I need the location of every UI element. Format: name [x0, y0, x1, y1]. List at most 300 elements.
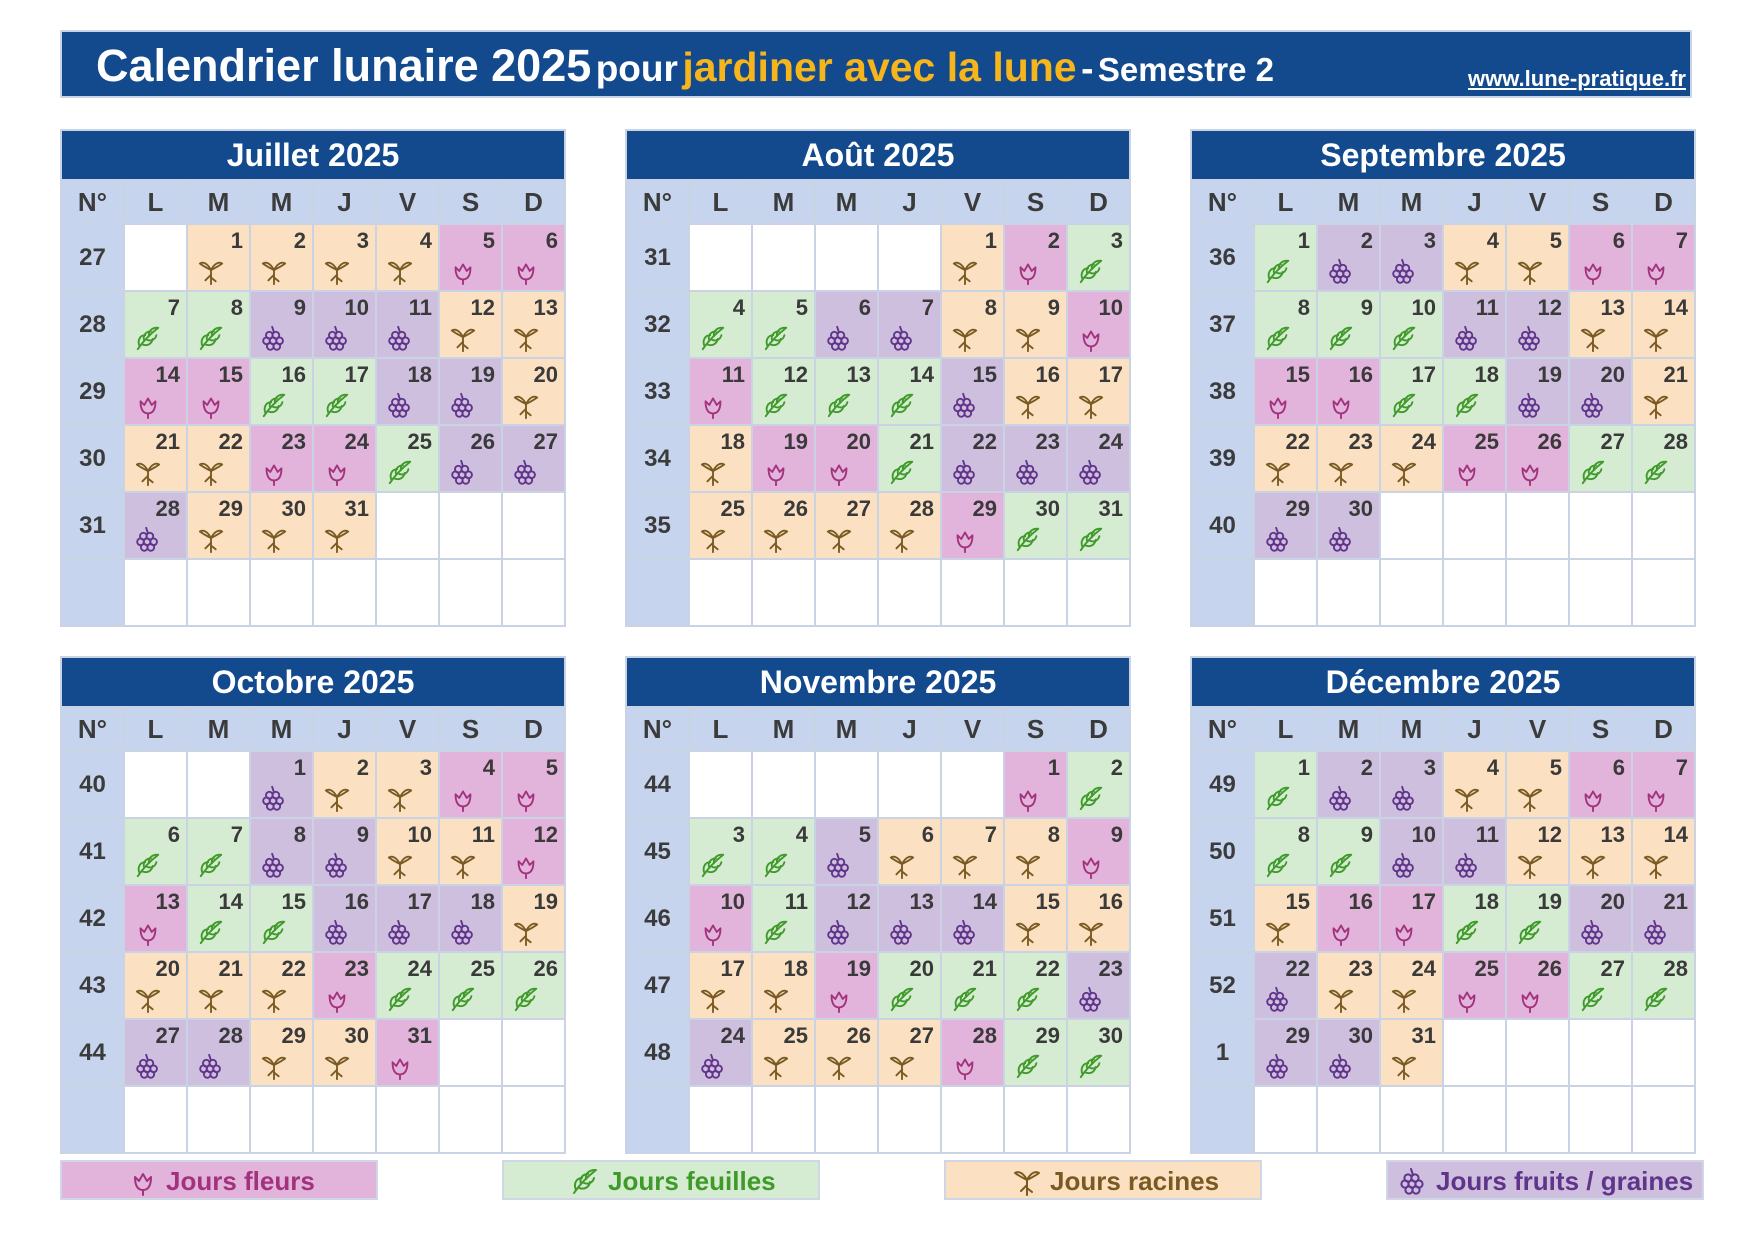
- empty-day-cell: [1633, 493, 1694, 558]
- day-number: 28: [909, 496, 934, 521]
- weekday-header: M: [1381, 708, 1442, 750]
- week-number: 34: [627, 426, 688, 491]
- day-number: 16: [1348, 889, 1373, 914]
- day-cell: [1068, 819, 1129, 884]
- day-number: 29: [972, 496, 997, 521]
- day-number: 4: [1486, 755, 1499, 780]
- week-number-header: N°: [1192, 181, 1253, 223]
- day-number: 20: [1600, 362, 1625, 387]
- month-calendar: [60, 656, 566, 1154]
- day-number: 13: [533, 295, 558, 320]
- day-cell: [503, 752, 564, 817]
- day-cell: [1633, 819, 1694, 884]
- root-icon: [1452, 257, 1482, 285]
- empty-day-cell: [690, 752, 751, 817]
- day-number: 27: [909, 1023, 934, 1048]
- root-icon: [385, 784, 415, 812]
- day-cell: [503, 953, 564, 1018]
- weekday-header: M: [1318, 708, 1379, 750]
- day-number: 25: [1474, 429, 1499, 454]
- day-cell: [1318, 426, 1379, 491]
- weekday-header: L: [125, 181, 186, 223]
- empty-day-cell: [1255, 1087, 1316, 1152]
- day-number: 28: [972, 1023, 997, 1048]
- day-number: 16: [281, 362, 306, 387]
- day-cell: [1444, 359, 1505, 424]
- day-number: 12: [846, 889, 871, 914]
- month-title: Octobre 2025: [62, 658, 564, 706]
- week-number: [62, 1087, 123, 1152]
- weekday-header: D: [1068, 181, 1129, 223]
- weekday-header: L: [1255, 708, 1316, 750]
- month-grid: [627, 708, 1129, 1152]
- day-cell: [879, 359, 940, 424]
- day-number: 23: [1098, 956, 1123, 981]
- root-icon: [824, 1052, 854, 1080]
- day-cell: [1068, 292, 1129, 357]
- day-number: 19: [470, 362, 495, 387]
- day-number: 7: [1675, 755, 1688, 780]
- fruit-icon: [1263, 525, 1293, 553]
- fruit-icon: [1515, 324, 1545, 352]
- weekday-header: M: [251, 708, 312, 750]
- leaf-icon: [385, 458, 415, 486]
- flower-icon: [448, 784, 478, 812]
- day-number: 20: [846, 429, 871, 454]
- root-icon: [448, 851, 478, 879]
- leaf-icon: [1076, 1052, 1106, 1080]
- weekday-header: M: [188, 708, 249, 750]
- day-number: 6: [1612, 755, 1625, 780]
- week-number: 44: [62, 1020, 123, 1085]
- flower-icon: [1076, 324, 1106, 352]
- day-number: 20: [909, 956, 934, 981]
- day-number: 8: [1297, 822, 1310, 847]
- empty-day-cell: [440, 1020, 501, 1085]
- day-cell: [816, 292, 877, 357]
- leaf-icon: [887, 458, 917, 486]
- week-number: 42: [62, 886, 123, 951]
- root-icon: [1326, 458, 1356, 486]
- fruit-icon: [1389, 784, 1419, 812]
- leaf-icon: [1263, 851, 1293, 879]
- day-cell: [503, 225, 564, 290]
- root-icon: [322, 1052, 352, 1080]
- root-icon: [1013, 918, 1043, 946]
- day-cell: [1570, 819, 1631, 884]
- weekday-header: V: [377, 181, 438, 223]
- day-cell: [1318, 359, 1379, 424]
- day-number: 27: [533, 429, 558, 454]
- weekday-header: S: [440, 181, 501, 223]
- flower-icon: [196, 391, 226, 419]
- flower-icon: [133, 391, 163, 419]
- day-number: 18: [1474, 362, 1499, 387]
- day-number: 24: [1411, 429, 1436, 454]
- root-icon: [1326, 985, 1356, 1013]
- day-cell: [188, 493, 249, 558]
- day-cell: [1633, 292, 1694, 357]
- flower-icon: [448, 257, 478, 285]
- flower-icon: [950, 1052, 980, 1080]
- day-number: 15: [281, 889, 306, 914]
- day-cell: [1570, 886, 1631, 951]
- leaf-icon: [196, 851, 226, 879]
- day-number: 14: [1663, 822, 1688, 847]
- day-cell: [440, 225, 501, 290]
- day-number: 20: [533, 362, 558, 387]
- day-number: 2: [293, 228, 306, 253]
- fruit-icon: [950, 391, 980, 419]
- day-cell: [314, 819, 375, 884]
- day-cell: [690, 292, 751, 357]
- day-number: 21: [972, 956, 997, 981]
- day-cell: [1318, 292, 1379, 357]
- day-number: 13: [1600, 822, 1625, 847]
- day-cell: [1255, 1020, 1316, 1085]
- day-number: 1: [230, 228, 243, 253]
- day-cell: [251, 886, 312, 951]
- fruit-icon: [322, 324, 352, 352]
- root-icon: [698, 985, 728, 1013]
- day-number: 3: [1423, 755, 1436, 780]
- day-number: 31: [1098, 496, 1123, 521]
- flower-icon: [1452, 985, 1482, 1013]
- day-number: 9: [1360, 822, 1373, 847]
- weekday-header: D: [1633, 708, 1694, 750]
- day-cell: [1005, 1020, 1066, 1085]
- page-title: [96, 40, 1274, 92]
- day-number: 6: [1612, 228, 1625, 253]
- flower-icon: [385, 1052, 415, 1080]
- legend-label: Jours racines: [1050, 1166, 1220, 1196]
- empty-day-cell: [1570, 560, 1631, 625]
- day-cell: [1005, 752, 1066, 817]
- day-cell: [1507, 359, 1568, 424]
- day-cell: [503, 886, 564, 951]
- day-cell: [1005, 953, 1066, 1018]
- day-number: 30: [344, 1023, 369, 1048]
- day-number: 23: [1348, 956, 1373, 981]
- day-cell: [1633, 752, 1694, 817]
- empty-day-cell: [125, 1087, 186, 1152]
- day-number: 21: [155, 429, 180, 454]
- leaf-icon: [570, 1166, 600, 1196]
- day-number: 17: [720, 956, 745, 981]
- week-number: 29: [62, 359, 123, 424]
- weekday-header: M: [1381, 181, 1442, 223]
- week-number: 44: [627, 752, 688, 817]
- day-cell: [690, 819, 751, 884]
- root-icon: [196, 458, 226, 486]
- root-icon: [887, 525, 917, 553]
- day-cell: [440, 426, 501, 491]
- month-calendar: [625, 129, 1131, 627]
- day-cell: [753, 359, 814, 424]
- weekday-header: S: [1005, 708, 1066, 750]
- month-calendar: [60, 129, 566, 627]
- day-cell: [1068, 225, 1129, 290]
- day-number: 1: [984, 228, 997, 253]
- day-number: 2: [1360, 755, 1373, 780]
- day-number: 29: [1285, 496, 1310, 521]
- day-cell: [125, 886, 186, 951]
- day-cell: [1318, 493, 1379, 558]
- day-number: 18: [470, 889, 495, 914]
- weekday-header: S: [1570, 181, 1631, 223]
- day-cell: [1005, 886, 1066, 951]
- empty-day-cell: [816, 752, 877, 817]
- day-cell: [1068, 426, 1129, 491]
- root-icon: [196, 985, 226, 1013]
- root-icon: [1389, 985, 1419, 1013]
- empty-day-cell: [1005, 1087, 1066, 1152]
- fruit-icon: [950, 458, 980, 486]
- week-number: 50: [1192, 819, 1253, 884]
- week-number: [1192, 560, 1253, 625]
- fruit-icon: [385, 391, 415, 419]
- day-cell: [1507, 819, 1568, 884]
- fruit-icon: [133, 525, 163, 553]
- fruit-icon: [824, 918, 854, 946]
- day-number: 13: [909, 889, 934, 914]
- day-number: 11: [721, 362, 745, 387]
- day-cell: [942, 493, 1003, 558]
- day-cell: [690, 426, 751, 491]
- empty-day-cell: [1381, 1087, 1442, 1152]
- fruit-icon: [1326, 1052, 1356, 1080]
- leaf-icon: [1578, 985, 1608, 1013]
- day-cell: [1444, 225, 1505, 290]
- flower-icon: [1515, 458, 1545, 486]
- fruit-icon: [1326, 784, 1356, 812]
- flower-icon: [824, 985, 854, 1013]
- day-number: 20: [155, 956, 180, 981]
- day-cell: [1444, 292, 1505, 357]
- flower-icon: [1578, 784, 1608, 812]
- flower-icon: [1578, 257, 1608, 285]
- weekday-header: L: [125, 708, 186, 750]
- day-cell: [1318, 953, 1379, 1018]
- title-main: Calendrier lunaire 2025: [96, 40, 592, 91]
- day-number: 6: [545, 228, 558, 253]
- day-number: 28: [1663, 429, 1688, 454]
- flower-icon: [1263, 391, 1293, 419]
- day-cell: [1570, 426, 1631, 491]
- flower-icon: [698, 918, 728, 946]
- day-cell: [753, 292, 814, 357]
- day-number: 6: [858, 295, 871, 320]
- empty-day-cell: [879, 752, 940, 817]
- root-icon: [698, 458, 728, 486]
- day-number: 12: [470, 295, 495, 320]
- day-cell: [1381, 886, 1442, 951]
- day-number: 7: [1675, 228, 1688, 253]
- empty-day-cell: [125, 560, 186, 625]
- fruit-icon: [824, 851, 854, 879]
- day-number: 11: [784, 889, 808, 914]
- day-cell: [314, 886, 375, 951]
- root-icon: [511, 391, 541, 419]
- month-grid: [1192, 708, 1694, 1152]
- website-link[interactable]: www.lune-pratique.fr: [1468, 66, 1686, 91]
- day-cell: [251, 292, 312, 357]
- root-icon: [133, 985, 163, 1013]
- empty-day-cell: [1570, 1020, 1631, 1085]
- fruit-icon: [448, 458, 478, 486]
- day-cell: [942, 359, 1003, 424]
- weekday-header: L: [1255, 181, 1316, 223]
- day-number: 8: [984, 295, 997, 320]
- root-icon: [1389, 1052, 1419, 1080]
- day-number: 30: [1348, 496, 1373, 521]
- day-cell: [1633, 359, 1694, 424]
- day-number: 31: [407, 1023, 432, 1048]
- day-number: 3: [419, 755, 432, 780]
- empty-day-cell: [1507, 1020, 1568, 1085]
- empty-day-cell: [125, 225, 186, 290]
- day-number: 14: [972, 889, 997, 914]
- empty-day-cell: [690, 560, 751, 625]
- root-icon: [259, 525, 289, 553]
- day-number: 15: [1285, 362, 1310, 387]
- day-cell: [377, 819, 438, 884]
- leaf-icon: [1452, 391, 1482, 419]
- day-number: 22: [972, 429, 997, 454]
- flower-icon: [1013, 784, 1043, 812]
- day-cell: [1633, 953, 1694, 1018]
- leaf-icon: [1641, 985, 1671, 1013]
- empty-day-cell: [1318, 1087, 1379, 1152]
- week-number: 32: [627, 292, 688, 357]
- day-cell: [377, 953, 438, 1018]
- day-cell: [753, 819, 814, 884]
- empty-day-cell: [690, 1087, 751, 1152]
- weekday-header: J: [1444, 181, 1505, 223]
- day-number: 9: [356, 822, 369, 847]
- day-cell: [251, 225, 312, 290]
- day-number: 15: [1035, 889, 1060, 914]
- empty-day-cell: [1444, 560, 1505, 625]
- weekday-header: L: [690, 181, 751, 223]
- day-cell: [377, 752, 438, 817]
- day-cell: [440, 752, 501, 817]
- day-cell: [503, 819, 564, 884]
- day-number: 11: [471, 822, 495, 847]
- title-banner: [60, 30, 1692, 98]
- empty-day-cell: [503, 493, 564, 558]
- day-cell: [1005, 225, 1066, 290]
- day-cell: [753, 426, 814, 491]
- leaf-icon: [1076, 784, 1106, 812]
- empty-day-cell: [503, 560, 564, 625]
- day-cell: [377, 886, 438, 951]
- leaf-icon: [259, 391, 289, 419]
- title-separator: -: [1081, 48, 1094, 89]
- day-number: 23: [1348, 429, 1373, 454]
- day-number: 31: [1411, 1023, 1436, 1048]
- day-number: 18: [407, 362, 432, 387]
- root-icon: [887, 1052, 917, 1080]
- weekday-header: L: [690, 708, 751, 750]
- weekday-header: V: [1507, 708, 1568, 750]
- day-number: 25: [470, 956, 495, 981]
- day-cell: [188, 292, 249, 357]
- day-number: 23: [1035, 429, 1060, 454]
- day-cell: [314, 426, 375, 491]
- day-number: 3: [1110, 228, 1123, 253]
- day-cell: [251, 752, 312, 817]
- week-number: 38: [1192, 359, 1253, 424]
- day-cell: [125, 426, 186, 491]
- day-cell: [1318, 886, 1379, 951]
- empty-day-cell: [1633, 1020, 1694, 1085]
- empty-day-cell: [1444, 1020, 1505, 1085]
- day-number: 8: [1297, 295, 1310, 320]
- empty-day-cell: [753, 752, 814, 817]
- weekday-header: M: [188, 181, 249, 223]
- fruit-icon: [887, 918, 917, 946]
- fruit-icon: [385, 918, 415, 946]
- day-number: 27: [1600, 956, 1625, 981]
- week-number: 40: [1192, 493, 1253, 558]
- day-cell: [1633, 886, 1694, 951]
- day-cell: [377, 1020, 438, 1085]
- leaf-icon: [1452, 918, 1482, 946]
- day-number: 2: [1110, 755, 1123, 780]
- day-cell: [1318, 225, 1379, 290]
- fruit-icon: [1326, 525, 1356, 553]
- day-number: 8: [1047, 822, 1060, 847]
- empty-day-cell: [942, 752, 1003, 817]
- day-cell: [314, 493, 375, 558]
- day-cell: [188, 426, 249, 491]
- root-icon: [950, 324, 980, 352]
- day-cell: [188, 886, 249, 951]
- day-cell: [690, 1020, 751, 1085]
- day-number: 1: [1297, 755, 1310, 780]
- day-cell: [1381, 225, 1442, 290]
- root-icon: [887, 851, 917, 879]
- flower-icon: [511, 257, 541, 285]
- day-number: 22: [281, 956, 306, 981]
- flower-icon: [511, 851, 541, 879]
- empty-day-cell: [1570, 1087, 1631, 1152]
- weekday-header: D: [1068, 708, 1129, 750]
- day-number: 22: [1285, 956, 1310, 981]
- day-number: 23: [344, 956, 369, 981]
- weekday-header: J: [1444, 708, 1505, 750]
- leaf-icon: [1515, 918, 1545, 946]
- day-cell: [1381, 953, 1442, 1018]
- day-cell: [125, 953, 186, 1018]
- root-icon: [1013, 391, 1043, 419]
- legend-feuilles: [502, 1160, 820, 1200]
- day-cell: [503, 359, 564, 424]
- day-cell: [377, 292, 438, 357]
- day-number: 10: [344, 295, 369, 320]
- fruit-icon: [511, 458, 541, 486]
- day-cell: [1507, 225, 1568, 290]
- day-cell: [1068, 493, 1129, 558]
- leaf-icon: [950, 985, 980, 1013]
- empty-day-cell: [879, 1087, 940, 1152]
- legend-fleurs: [60, 1160, 378, 1200]
- day-cell: [879, 292, 940, 357]
- day-cell: [942, 426, 1003, 491]
- week-number: 27: [62, 225, 123, 290]
- empty-day-cell: [1068, 1087, 1129, 1152]
